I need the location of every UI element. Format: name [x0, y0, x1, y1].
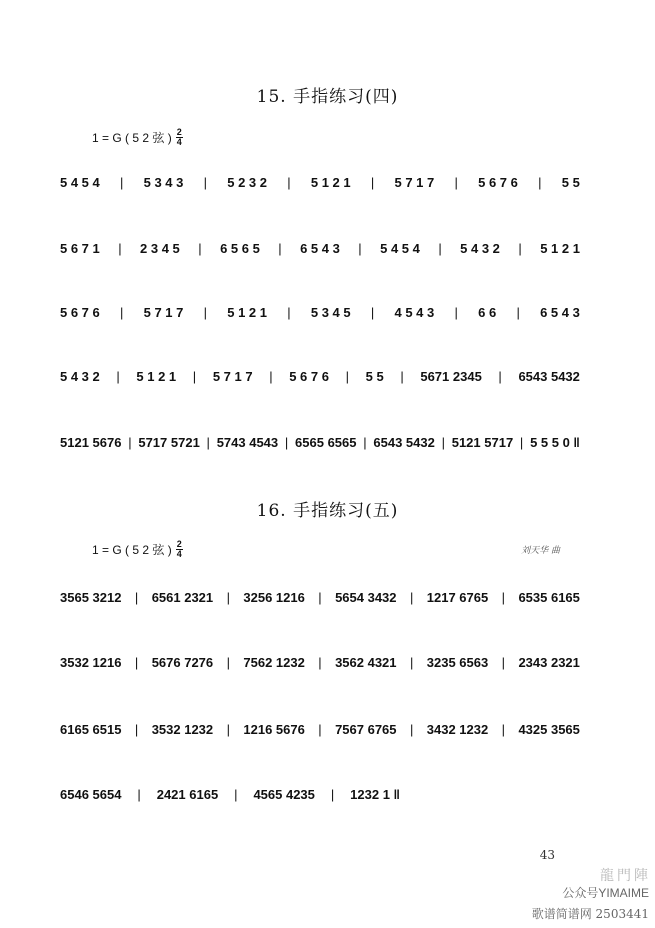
measure: 6535 6165 [518, 590, 580, 605]
time-signature-16 [176, 540, 183, 559]
measure: 3532 1232 [151, 722, 214, 737]
measure: 5121 5676 [60, 435, 122, 450]
time-den-16: 4 [176, 549, 182, 559]
bar-line: | [498, 369, 502, 384]
bar-line: | [409, 655, 414, 670]
measure: 5 2 3 2 [227, 175, 268, 190]
bar-line: | [137, 787, 141, 802]
measure: 5 6 7 6 [60, 305, 100, 320]
staff-line-16-2 [60, 640, 580, 670]
measure: 5 1 2 1 [540, 241, 580, 256]
time-den-15: 4 [176, 137, 182, 147]
bar-line: | [203, 175, 208, 190]
bar-line: | [269, 369, 273, 384]
measure: 6543 5432 [373, 435, 435, 450]
measure: 5 7 1 7 [394, 175, 435, 190]
measure: 5 5 [561, 175, 580, 190]
staff-line-15-5 [60, 420, 580, 450]
measure: 4325 3565 [518, 722, 580, 737]
measure: 5 6 7 6 [478, 175, 518, 190]
staff-line-15-2 [60, 226, 580, 256]
watermark-site: 歌谱简谱网 2503441 [531, 907, 649, 921]
key-text-15: 1 = G ( 5 2 弦 ) [92, 131, 172, 145]
bar-line: | [128, 435, 132, 450]
measure: 6 6 [478, 305, 497, 320]
measure: 5 3 4 3 [143, 175, 184, 190]
bar-line: | [226, 655, 230, 670]
bar-line: | [370, 175, 375, 190]
measure: 1216 5676 [243, 722, 305, 737]
measure: 5 5 5 0 ‖ [530, 435, 580, 450]
bar-line: | [358, 241, 362, 256]
staff-line-15-1 [60, 160, 580, 190]
measure: 3565 3212 [60, 590, 122, 605]
measure: 3256 1216 [243, 590, 305, 605]
time-num-16: 2 [176, 539, 182, 549]
page-number: 43 [539, 848, 555, 862]
measure: 5 5 [365, 369, 384, 384]
bar-line: | [120, 305, 124, 320]
measure: 3432 1232 [426, 722, 489, 737]
measure: 5 7 1 7 [212, 369, 253, 384]
measure: 7562 1232 [243, 655, 305, 670]
time-signature-15 [176, 128, 183, 147]
measure: 6 5 6 5 [220, 241, 260, 256]
bar-line: | [287, 175, 291, 190]
measure: 5 7 1 7 [143, 305, 184, 320]
measure: 5671 2345 [420, 369, 482, 384]
exercise-15-title: 15. 手指练习(四) [256, 87, 399, 107]
bar-line: | [409, 722, 414, 737]
measure: 1217 6765 [426, 590, 489, 605]
bar-line: | [192, 369, 197, 384]
measure: 6561 2321 [151, 590, 214, 605]
measure: 2 3 4 5 [140, 241, 180, 256]
bar-line: | [516, 305, 520, 320]
measure: 6565 6565 [295, 435, 357, 450]
measure: 5 1 2 1 [310, 175, 351, 190]
bar-line: | [318, 590, 322, 605]
bar-line: | [234, 787, 238, 802]
watermark-logo: 龍門陣 [600, 868, 651, 884]
bar-line: | [438, 241, 442, 256]
bar-line: | [134, 655, 139, 670]
bar-line: | [454, 175, 458, 190]
bar-line: | [287, 305, 291, 320]
key-text-16: 1 = G ( 5 2 弦 ) [92, 543, 172, 557]
bar-line: | [501, 590, 506, 605]
bar-line: | [118, 241, 122, 256]
bar-line: | [318, 655, 322, 670]
measure: 5 4 3 2 [460, 241, 500, 256]
staff-line-16-1 [60, 575, 580, 605]
time-num-15: 2 [176, 127, 182, 137]
measure: 5717 5721 [138, 435, 200, 450]
bar-line: | [518, 241, 522, 256]
measure: 6 5 4 3 [540, 305, 580, 320]
bar-line: | [134, 590, 139, 605]
key-signature-16 [92, 540, 183, 559]
measure: 4 5 4 3 [394, 305, 435, 320]
bar-line: | [370, 305, 375, 320]
bar-line: | [454, 305, 458, 320]
bar-line: | [134, 722, 139, 737]
bar-line: | [345, 369, 349, 384]
bar-line: | [206, 435, 210, 450]
bar-line: | [519, 435, 524, 450]
bar-line: | [501, 655, 506, 670]
measure: 5 6 7 1 [60, 241, 100, 256]
measure: 1232 1 ‖ [350, 787, 400, 802]
measure: 5 4 5 4 [380, 241, 420, 256]
bar-line: | [501, 722, 506, 737]
measure: 6 5 4 3 [300, 241, 340, 256]
bar-line: | [441, 435, 445, 450]
measure: 2343 2321 [518, 655, 580, 670]
measure: 6546 5654 [60, 787, 122, 802]
staff-line-16-4 [60, 772, 400, 802]
measure: 5743 4543 [216, 435, 279, 450]
bar-line: | [198, 241, 202, 256]
measure: 6543 5432 [518, 369, 580, 384]
key-signature-15 [92, 128, 183, 147]
bar-line: | [120, 175, 124, 190]
bar-line: | [330, 787, 335, 802]
measure: 5121 5717 [451, 435, 514, 450]
measure: 4565 4235 [253, 787, 315, 802]
measure: 2421 6165 [156, 787, 219, 802]
exercise-16-title: 16. 手指练习(五) [256, 501, 399, 521]
measure: 5 3 4 5 [310, 305, 351, 320]
measure: 5 1 2 1 [227, 305, 268, 320]
measure: 5 6 7 6 [289, 369, 329, 384]
bar-line: | [538, 175, 542, 190]
bar-line: | [203, 305, 208, 320]
watermark-account: 公众号YIMAIME [562, 886, 649, 900]
staff-line-16-3 [60, 707, 580, 737]
bar-line: | [278, 241, 282, 256]
bar-line: | [226, 590, 230, 605]
composer-attribution: 刘天华 曲 [521, 546, 560, 556]
measure: 5 4 5 4 [60, 175, 100, 190]
bar-line: | [226, 722, 230, 737]
bar-line: | [318, 722, 322, 737]
measure: 6165 6515 [60, 722, 122, 737]
bar-line: | [409, 590, 414, 605]
measure: 5676 7276 [151, 655, 214, 670]
measure: 3562 4321 [335, 655, 397, 670]
bar-line: | [116, 369, 120, 384]
bar-line: | [363, 435, 367, 450]
measure: 3235 6563 [426, 655, 489, 670]
measure: 3532 1216 [60, 655, 122, 670]
measure: 5654 3432 [335, 590, 397, 605]
bar-line: | [284, 435, 289, 450]
staff-line-15-3 [60, 290, 580, 320]
measure: 5 4 3 2 [60, 369, 100, 384]
bar-line: | [400, 369, 404, 384]
staff-line-15-4 [60, 354, 580, 384]
measure: 5 1 2 1 [136, 369, 177, 384]
measure: 7567 6765 [335, 722, 397, 737]
